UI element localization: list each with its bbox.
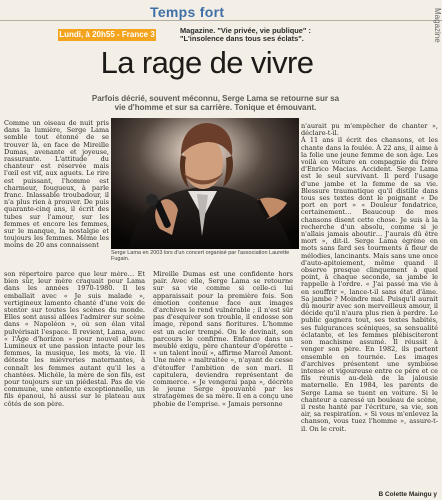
article-paragraph: n'aurait pu m'empêcher de chanter », déclare-t-il. [301, 123, 438, 138]
article-lead: Parfois décrié, souvent méconnu, Serge Lama se retourne sur sa vie d'homme et sur sa carrière. Tonique et émouvant. [91, 94, 340, 112]
author-byline: B Colette Maingu y [378, 491, 437, 498]
article-paragraph: Mireille Dumas est une confidente hors pair. Avec elle, Serge Lama se retourne sur sa vie comme si celle-ci lui apparaissait pour la première fois. Son émotion contenue face aux images d'archives le rend vulnérable ; il n'est sûr pas d'esquiver son trouble, il endosse son image, répond sans fioritures. L'homme est un acier trempé. On le devinait, son parcours le confirme. Enfance dans un meublé exigu, père chanteur d'opérette – « un talent inouï », affirme Marcel Amont. Une mère « maltraitée », n'ayant de cesse d'étouffer l'ambition de son mari. Il capitulera, deviendra représentant de commerce. « Je vengerai papa », décrète le jeune Serge épouvanté par les stratagèmes de sa mère. Il en a conçu une phobie de l'emprise. « Jamais personne [153, 271, 293, 408]
article-paragraph: À 11 ans il écrit des chansons, et les chante dans la foulée. À 22 ans, il aime à la folie une jeune femme de son âge. Les voilà en voiture en compagnie du frère d'Enrico Macias. Accident. Serge Lama est le seul survivant. Il perd l'usage d'une jambe et la femme de sa vie. Blessure traumatique qu'il distille dans tous ses textes dont le poignant « De port en port » « Douleur fondatrice, certainement… Beaucoup de mes chansons disent cette chose. Je suis à la recherche d'un absolu, comme si je n'allais jamais aboutir… J'aurais dû être mort », dit-il. Serge Lama égrène en mots sans fard ses tourments à fleur de mélodies, lancinants. Mais sans une once d'auto-apitoiement, même quand il observe presque clinquement à quel point, à chaque seconde, sa jambe le rappelle à l'ordre. « J'ai passé ma vie à en souffrir », lance-t-il sans état d'âme. Sa jambe ? Moindre mal. Puisqu'il aurait dû mourir avec son merveilleux amour, il décide qu'il n'aura plus rien à perdre. Le public gagnera tout, ses textes habités, ses fulgurances scéniques, sa sensualité éclatante, et les femmes plébisciteront son machisme assumé. Il réussit à venger son père. En 1982, ils partent ensemble en tournée. Les images d'archives présentent une symbiose intense et vigoureuse entre ce père et ce fils réunis au-delà de la jalousie maternelle. En 1984, les parents de Serge Lama se tuent en voiture. Si le chanteur a caressé un bouleau de scène, il reste hanté par l'écriture, sa vie, son air, sa respiration. « Si vous m'enlevez la chanson, vous tuez l'homme », assure-t-il. On le croit. [301, 136, 438, 433]
left-column-bottom [4, 271, 145, 498]
tv-schedule-badge: Lundi, à 20h55 - France 3 [59, 30, 155, 39]
concert-photo [111, 118, 299, 249]
photo-caption: Serge Lama en 2003 lors d'un concert organisé par l'association Laurette Fugain. [111, 250, 290, 262]
adjacent-page-edge-text: Magazine [433, 8, 442, 43]
right-column [301, 123, 438, 487]
middle-column [153, 271, 293, 499]
article-paragraph: son répertoire parce que leur mère… Et bien sûr, leur mère craquait pour Lama dans les années 1970-1980. Il les emballait avec « Je suis malade », vertigineux lamento chanté d'une voix de stentor sur toutes les scènes du monde. Elles sont aussi allées l'admirer sur scène dans « Napoléon », où son élan vital pulvérisait l'espace. Il revient, Lama, avec « l'Âge d'horizon » pour nouvel album. Lumineux et une passion intacte pour les femmes, la musique, les mots, la vie. Il déteste les mièvreries maternantes, à connaît les femmes autant qu'il les a chantées. Michèle, la mère de son fils, est pour toujours sur un piédestal. Pas de vie commune, une entente exceptionnelle, un fils épanoui, hi aussi sur le plateau aux côtés de son père. [4, 271, 145, 408]
article-kicker: Magazine. "Vie privée, vie publique" : "L'insolence dans tous ses éclats". [180, 26, 311, 43]
article-paragraph: Comme un oiseau de nuit pris dans la lumière, Serge Lama semble tout étonné de se trouver là, en face de Mireille Dumas, avenante et joyeuse, rassurante. L'attitude du chanteur est réservée mais l'œil est vif, aux aguets. Le rire est puissant, l'homme est charmeur, fougueux, à parle franc. Inlassable troubadour, il n'a plus rien à prouver. De puis quarante-cinq ans, il écrit des tubes sur l'amour, sur les femmes et encore les femmes, sur le manque, la nostalgie et toujours les femmes. Même les moins de 20 ans connaissent [4, 120, 109, 250]
section-header: Temps fort [150, 4, 225, 20]
top-rule [0, 20, 442, 21]
article-headline: La rage de vivre [100, 45, 314, 80]
